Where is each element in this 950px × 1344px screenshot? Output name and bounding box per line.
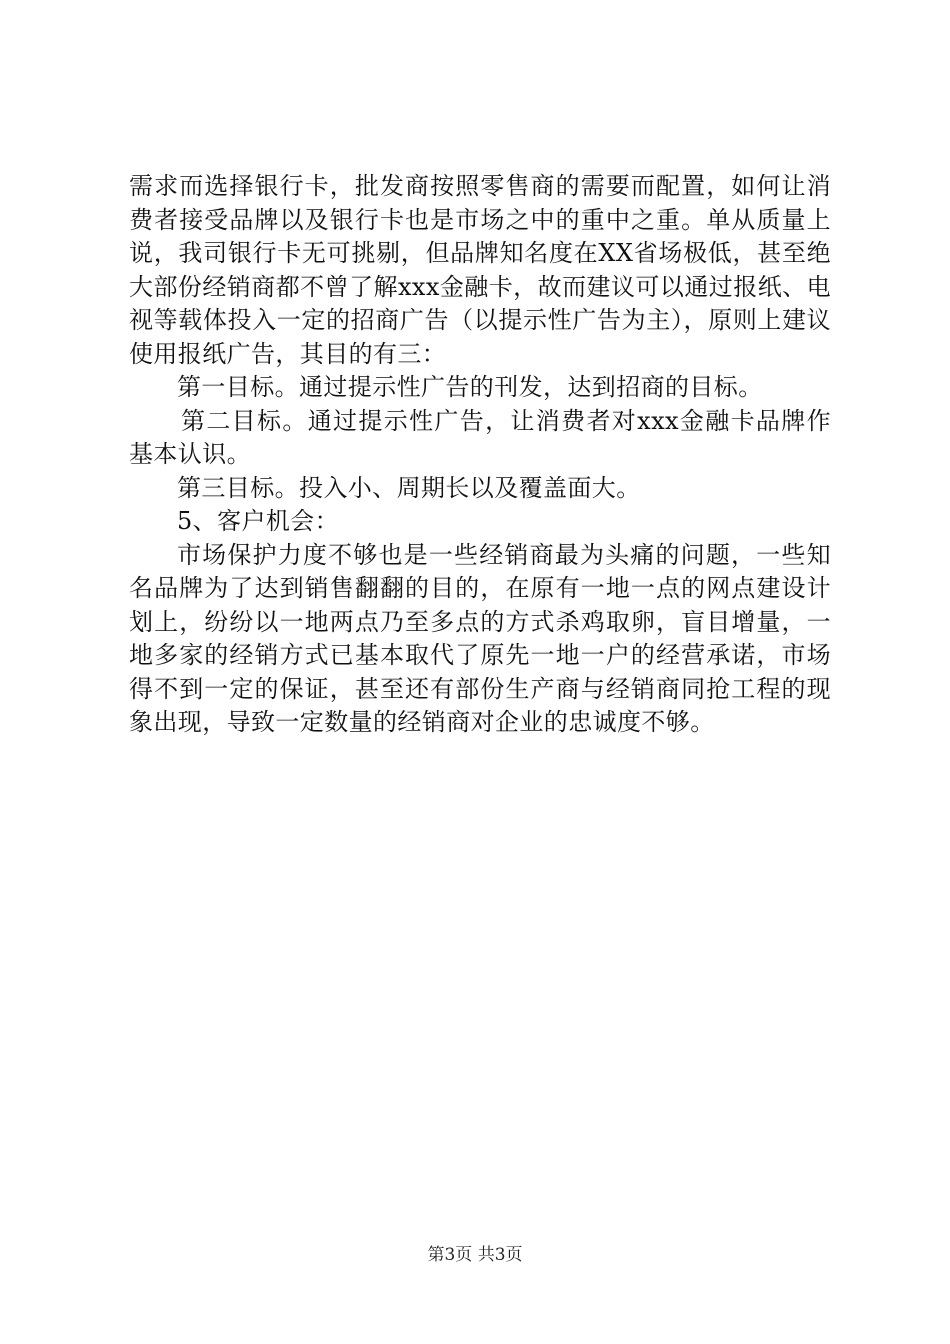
paragraph-goal-two: 第二目标。通过提示性广告，让消费者对xxx金融卡品牌作基本认识。 xyxy=(129,406,831,468)
paragraph-intro: 需求而选择银行卡，批发商按照零售商的需要而配置，如何让消费者接受品牌以及银行卡也是市场之中的重中之重。单从质量上说，我司银行卡无可挑剔，但品牌知名度在XX省场极低，甚至绝大部份经销商都不曾了解xxx金融卡，故而建议可以通过报纸、电视等载体投入一定的招商广告（以提示性广告为主），原则上建议使用报纸广告，其目的有三： xyxy=(129,172,831,368)
paragraph-goal-three: 第三目标。投入小、周期长以及覆盖面大。 xyxy=(177,473,641,502)
page-footer: 第3页 共3页 xyxy=(427,1245,523,1265)
paragraph-goal-one: 第一目标。通过提示性广告的刊发，达到招商的目标。 xyxy=(177,373,763,401)
paragraph-market-protection: 市场保护力度不够也是一些经销商最为头痛的问题，一些知名品牌为了达到销售翻翻的目的，在原有一地一点的网点建设计划上，纷纷以一地两点乃至多点的方式杀鸡取卵，盲目增量，一地多家的经销方式已基本取代了原先一地一户的经营承诺，市场得不到一定的保证，甚至还有部份生产商与经销商同抢工程的现象出现，导致一定数量的经销商对企业的忠诚度不够。 xyxy=(129,540,831,736)
section-heading-customer-opportunity: 5、客户机会： xyxy=(177,507,340,535)
document-body xyxy=(129,170,831,740)
